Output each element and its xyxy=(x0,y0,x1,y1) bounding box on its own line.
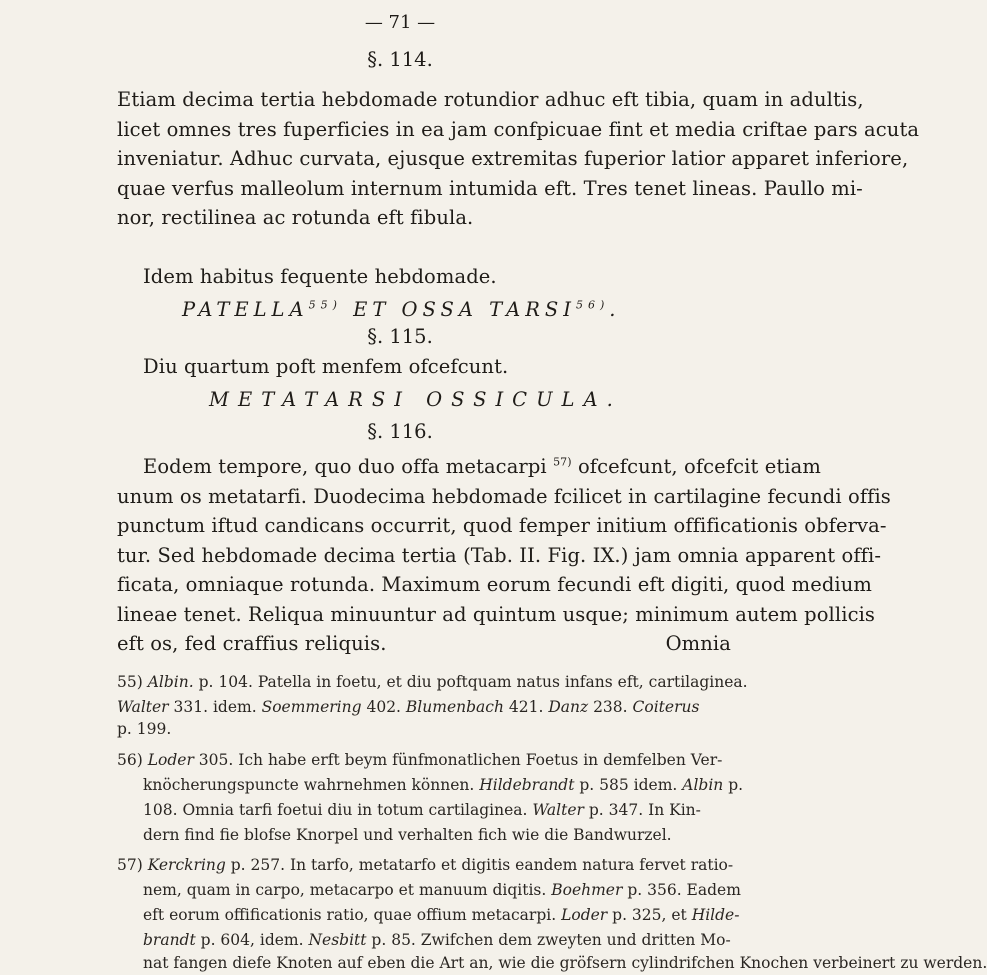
footnote-55-cont: Walter 331. idem. Soemmering 402. Blumenbach 421. Danz 238. Coiterus xyxy=(117,698,700,716)
footnote-55-cont: p. 199. xyxy=(117,720,172,738)
text-line: unum os metatarfi. Duodecima hebdomade fcilicet in cartilagine fecundi offis xyxy=(117,485,891,508)
footnote-55: 55) Albin. p. 104. Patella in foetu, et diu poftquam natus infans eft, cartilaginea. xyxy=(117,673,748,691)
footnote-57: 57) Kerckring p. 257. In tarfo, metatarfo et digitis eandem natura fervet ratio- xyxy=(117,856,734,874)
text-line: tur. Sed hebdomade decima tertia (Tab. II. Fig. IX.) jam omnia apparent offi- xyxy=(117,544,882,567)
footnote-56: 56) Loder 305. Ich habe erft beym fünfmonatlichen Foetus in demfelben Ver- xyxy=(117,751,723,769)
footnote-56-cont: dern find fie blofse Knorpel und verhalten fich wie die Bandwurzel. xyxy=(143,826,672,844)
text-line: punctum iftud candicans occurrit, quod femper initium offificationis obferva- xyxy=(117,514,887,537)
text-line: Etiam decima tertia hebdomade rotundior adhuc eft tibia, quam in adultis, xyxy=(117,88,864,111)
text-line: eft os, fed craffius reliquis. Omnia xyxy=(117,632,731,655)
patella-word: PATELLA xyxy=(182,298,309,321)
footnote-ref-56: 56) xyxy=(575,298,610,312)
footnote-57-cont: eft eorum offificationis ratio, quae offium metacarpi. Loder p. 325, et Hilde- xyxy=(143,906,740,924)
text-line: ficata, omniaque rotunda. Maximum eorum fecundi eft digiti, quod medium xyxy=(117,573,873,596)
metatarsi-heading: METATARSI OSSICULA. xyxy=(209,388,622,411)
text-line: lineae tenet. Reliqua minuuntur ad quintum usque; minimum autem pollicis xyxy=(117,603,876,626)
text-line: Diu quartum poft menfem ofcefcunt. xyxy=(143,355,509,378)
footnote-ref-55: 55) xyxy=(308,298,342,312)
section-115-heading: §. 115. xyxy=(367,325,433,348)
footnote-56-cont: knöcherungspuncte wahrnehmen können. Hildebrandt p. 585 idem. Albin p. xyxy=(143,776,744,794)
text-line: Idem habitus fequente hebdomade. xyxy=(143,265,497,288)
section-116-heading: §. 116. xyxy=(367,420,433,443)
heading-terminal: . xyxy=(609,298,621,321)
text-line: licet omnes tres fuperficies in ea jam confpicuae fint et media criftae pars acuta xyxy=(117,118,920,141)
patella-heading xyxy=(182,298,620,321)
footnote-57-cont: brandt p. 604, idem. Nesbitt p. 85. Zwifchen dem zweyten und dritten Mo- xyxy=(143,931,731,949)
text-line: inveniatur. Adhuc curvata, ejusque extremitas fuperior latior apparet inferiore, xyxy=(117,147,909,170)
text-line: Eodem tempore, quo duo offa metacarpi $^{57)}$ ofcefcunt, ofcefcit etiam xyxy=(143,455,821,478)
footnote-57-cont: nem, quam in carpo, metacarpo et manuum diqitis. Boehmer p. 356. Eadem xyxy=(143,881,741,899)
footnote-ref-57: 57) xyxy=(553,455,572,469)
footnote-57-cont: nat fangen diefe Knoten auf eben die Art an, wie die gröfsern cylindrifchen Knochen verbeinert zu werden. xyxy=(143,954,987,972)
heading-connective: ET xyxy=(353,298,391,321)
text-line: quae verfus malleolum internum intumida eft. Tres tenet lineas. Paullo mi- xyxy=(117,177,863,200)
footnote-56-cont: 108. Omnia tarfi foetui diu in totum cartilaginea. Walter p. 347. In Kin- xyxy=(143,801,701,819)
section-114-heading: §. 114. xyxy=(367,48,433,71)
ossa-tarsi-words: OSSA TARSI xyxy=(401,298,576,321)
text-line: nor, rectilinea ac rotunda eft fibula. xyxy=(117,206,474,229)
page-number: — 71 — xyxy=(364,12,436,33)
